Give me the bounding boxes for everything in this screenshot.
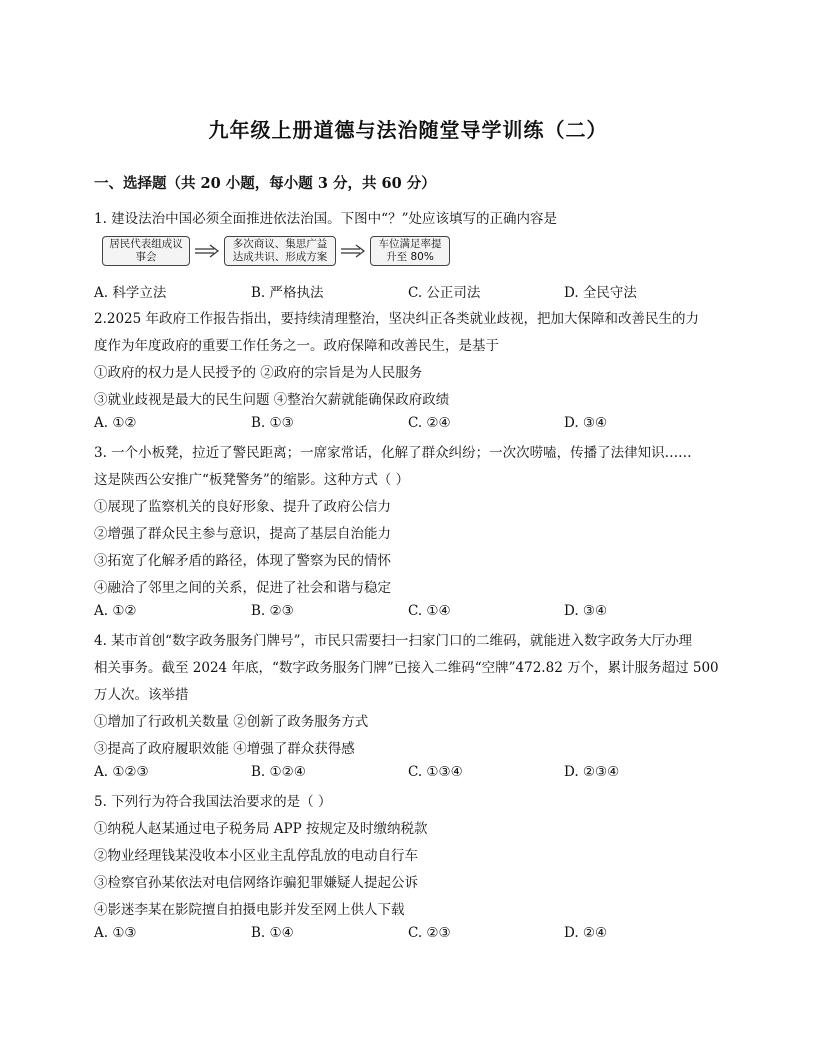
option-b[interactable]: B. ①④ xyxy=(251,925,294,941)
question-4-stem: 万人次。该举措 xyxy=(94,687,189,703)
option-d[interactable]: D. ③④ xyxy=(564,415,608,431)
flow-box-1: 居民代表组成议事会 xyxy=(102,236,190,266)
statement: ③拓宽了化解矛盾的路径，体现了警察为民的情怀 xyxy=(94,553,391,569)
option-a[interactable]: A. ①②③ xyxy=(94,764,149,780)
question-1-stem: 1. 建设法治中国必须全面推进依法治国。下图中“？”处应该填写的正确内容是 xyxy=(94,211,557,227)
option-d[interactable]: D. ③④ xyxy=(564,603,608,619)
option-c[interactable]: C. ①④ xyxy=(408,603,451,619)
statement: ①展现了监察机关的良好形象、提升了政府公信力 xyxy=(94,499,391,515)
question-4-stem: 4. 某市首创“数字政务服务门牌号”，市民只需要扫一扫家门口的二维码，就能进入数字政务大厅办理 xyxy=(94,633,692,649)
statement: ③就业歧视是最大的民生问题 ④整治欠薪就能确保政府政绩 xyxy=(94,392,450,408)
question-4-stem: 相关事务。截至 2024 年底，“数字政务服务门牌”已接入二维码“空牌”472.82 万个，累计服务超过 500 xyxy=(94,660,719,676)
arrow-right-icon xyxy=(194,244,220,258)
statement: ③提高了政府履职效能 ④增强了群众获得感 xyxy=(94,741,355,757)
statement: ④融洽了邻里之间的关系，促进了社会和谐与稳定 xyxy=(94,580,391,596)
statement: ②物业经理钱某没收本小区业主乱停乱放的电动自行车 xyxy=(94,848,418,864)
question-2-stem: 2.2025 年政府工作报告指出，要持续清理整治，坚决纠正各类就业歧视，把加大保障和改善民生的力 xyxy=(94,311,700,327)
question-3-stem: 这是陕西公安推广“板凳警务”的缩影。这种方式（ ） xyxy=(94,472,410,488)
section-heading: 一、选择题（共 20 小题，每小题 3 分，共 60 分） xyxy=(94,175,436,192)
option-c[interactable]: C. ①③④ xyxy=(408,764,463,780)
option-a[interactable]: A. ①② xyxy=(94,603,137,619)
option-d[interactable]: D. ②③④ xyxy=(564,764,620,780)
option-c[interactable]: C. ②④ xyxy=(408,415,451,431)
option-c[interactable]: C. 公正司法 xyxy=(408,285,481,301)
statement: ①政府的权力是人民授予的 ②政府的宗旨是为人民服务 xyxy=(94,365,423,381)
question-2-stem: 度作为年度政府的重要工作任务之一。政府保障和改善民生，是基于 xyxy=(94,338,499,354)
arrow-right-icon xyxy=(340,244,366,258)
page-title: 九年级上册道德与法治随堂导学训练（二） xyxy=(208,118,608,142)
option-d[interactable]: D. 全民守法 xyxy=(564,285,637,301)
statement: ①增加了行政机关数量 ②创新了政务服务方式 xyxy=(94,714,369,730)
statement: ③检察官孙某依法对电信网络诈骗犯罪嫌疑人提起公诉 xyxy=(94,875,418,891)
option-a[interactable]: A. ①③ xyxy=(94,925,137,941)
question-3-stem: 3. 一个小板凳，拉近了警民距离；一席家常话，化解了群众纠纷；一次次唠嗑，传播了法律知识…… xyxy=(94,445,692,461)
flow-box-2: 多次商议、集思广益达成共识、形成方案 xyxy=(224,236,336,266)
question-1-flowchart xyxy=(102,236,462,270)
flow-box-3: 车位满足率提升至 80% xyxy=(370,236,450,266)
statement: ④影迷李某在影院擅自拍摄电影并发至网上供人下载 xyxy=(94,902,405,918)
option-a[interactable]: A. 科学立法 xyxy=(94,285,167,301)
question-5-stem: 5. 下列行为符合我国法治要求的是（ ） xyxy=(94,794,332,810)
option-b[interactable]: B. 严格执法 xyxy=(251,285,324,301)
option-d[interactable]: D. ②④ xyxy=(564,925,608,941)
option-a[interactable]: A. ①② xyxy=(94,415,137,431)
option-c[interactable]: C. ②③ xyxy=(408,925,451,941)
statement: ②增强了群众民主参与意识，提高了基层自治能力 xyxy=(94,526,391,542)
statement: ①纳税人赵某通过电子税务局 APP 按规定及时缴纳税款 xyxy=(94,821,428,837)
option-b[interactable]: B. ①③ xyxy=(251,415,294,431)
option-b[interactable]: B. ②③ xyxy=(251,603,294,619)
option-b[interactable]: B. ①②④ xyxy=(251,764,306,780)
